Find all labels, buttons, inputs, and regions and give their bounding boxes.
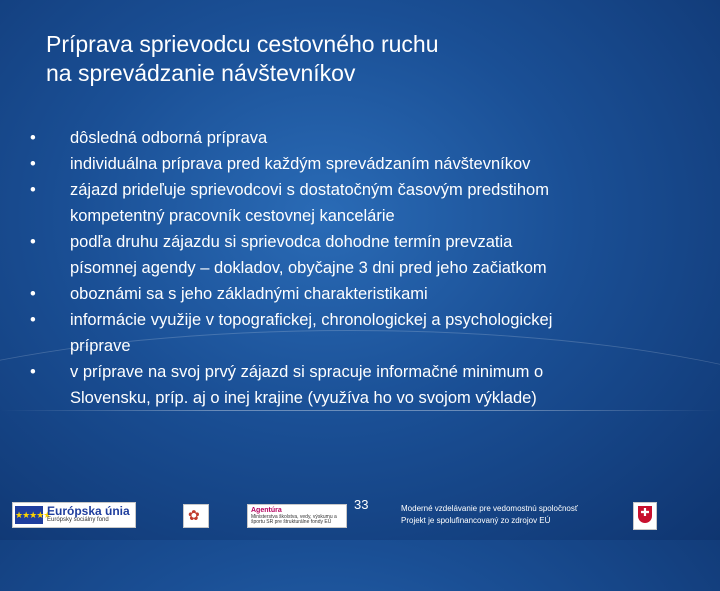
bullet-line: v príprave na svoj prvý zájazd si spracuje informačné minimum o <box>70 363 544 381</box>
agency-logo-body: Ministerstva školstva, vedy, výskumu a športu SR pre štrukturálne fondy EÚ <box>251 514 337 525</box>
bullet-line: informácie využije v topografickej, chronologickej a psychologickej <box>70 311 553 329</box>
bullet-dot: • <box>30 363 36 381</box>
bullet-item <box>30 151 680 177</box>
bullet-dot: • <box>30 285 36 303</box>
footer-text-line-2: Projekt je spolufinancovaný zo zdrojov EÚ <box>401 516 551 525</box>
bullet-dot: • <box>30 181 36 199</box>
bullet-line: podľa druhu zájazdu si sprievodca dohodne termín prevzatia <box>70 233 513 251</box>
eu-logo-title: Európska únia <box>47 504 130 518</box>
bullet-dot: • <box>30 129 36 147</box>
emblem-icon: ✿ <box>183 504 209 528</box>
bullet-line: oboznámi sa s jeho základnými charakteristikami <box>70 285 428 303</box>
footer-text-line-1: Moderné vzdelávanie pre vedomostnú spoločnosť <box>401 504 578 513</box>
footer <box>0 490 720 540</box>
crest-cross: ✚ <box>640 507 650 519</box>
page-number: 33 <box>354 497 369 512</box>
agency-logo-head: Agentúra <box>251 507 282 514</box>
slide-title-line-2: na sprevádzanie návštevníkov <box>46 60 356 86</box>
bullet-item <box>30 177 680 229</box>
eu-logo <box>12 502 136 528</box>
bullet-item <box>30 125 680 151</box>
agency-logo <box>247 504 347 528</box>
bullet-item <box>30 229 680 281</box>
bullet-dot: • <box>30 155 36 173</box>
bullet-item <box>30 281 680 307</box>
slide-title <box>46 30 686 88</box>
bullet-line: Slovensku, príp. aj o inej krajine (využíva ho vo svojom výklade) <box>70 389 537 407</box>
bullet-line: zájazd prideľuje sprievodcovi s dostatočným časovým predstihom <box>70 181 549 199</box>
bullet-item <box>30 359 680 411</box>
bullet-line: kompetentný pracovník cestovnej kancelárie <box>70 207 395 225</box>
bullet-line: dôsledná odborná príprava <box>70 129 268 147</box>
slovak-crest-icon <box>633 502 657 530</box>
bullet-dot: • <box>30 233 36 251</box>
bullet-line: príprave <box>70 337 131 355</box>
bullet-list <box>30 125 680 411</box>
eu-flag-icon <box>15 506 51 524</box>
bullet-line: individuálna príprava pred každým sprevádzaním návštevníkov <box>70 155 531 173</box>
bullet-dot: • <box>30 311 36 329</box>
bullet-item <box>30 307 680 359</box>
footer-text <box>401 503 578 527</box>
slide-title-line-1: Príprava sprievodcu cestovného ruchu <box>46 31 439 57</box>
eu-logo-subtitle: Európsky sociálny fond <box>47 517 109 523</box>
bullet-line: písomnej agendy – dokladov, obyčajne 3 dni pred jeho začiatkom <box>70 259 547 277</box>
eu-stars: ★★★★★ <box>15 510 51 520</box>
crest-shield <box>638 506 652 523</box>
